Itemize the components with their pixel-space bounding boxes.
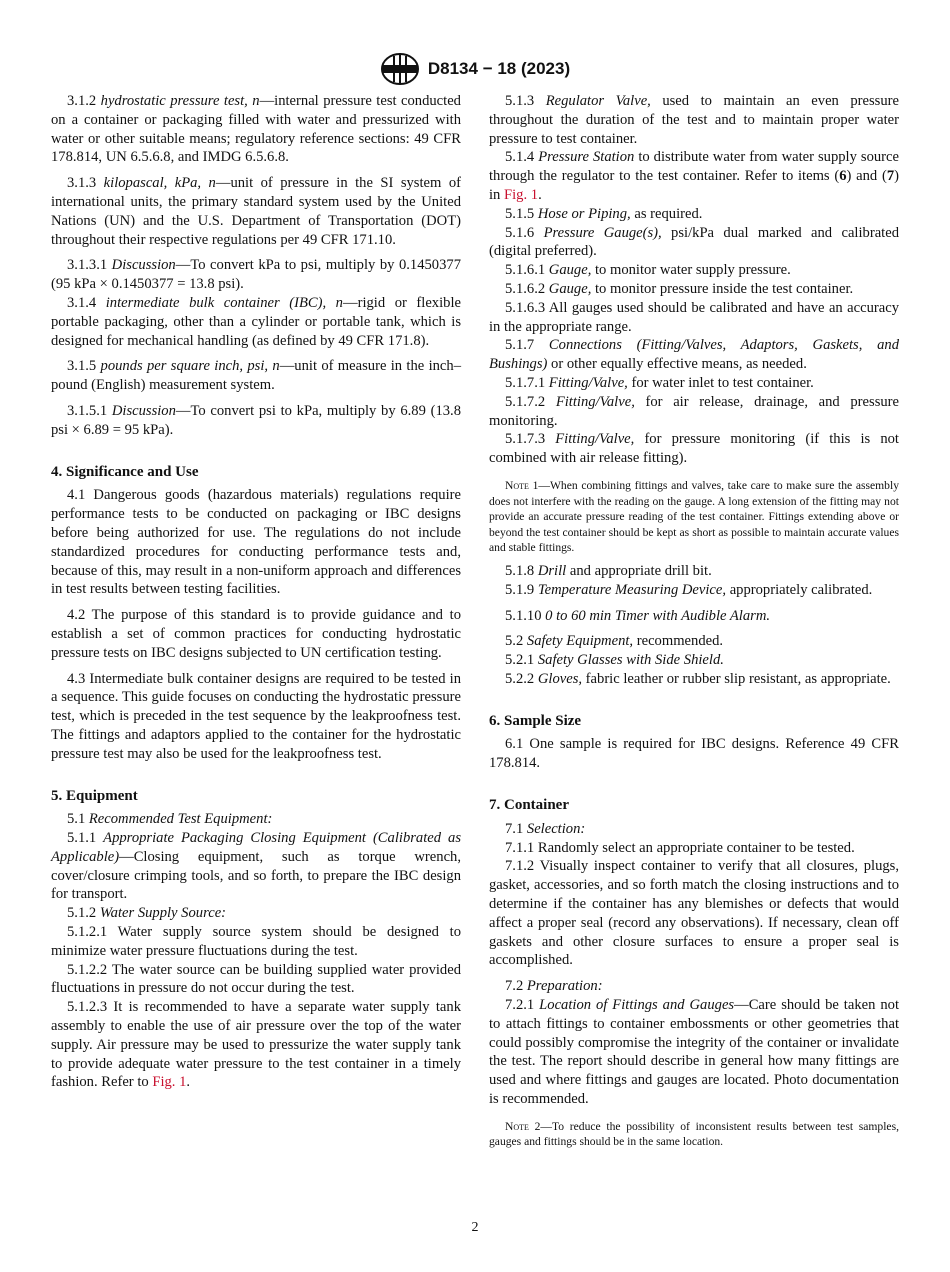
section-4-heading: 4. Significance and Use bbox=[51, 463, 199, 480]
discussion-3-1-5-1: 3.1.5.1 Discussion—To convert psi to kPa, multiply by 6.89 (13.8 psi × 6.89 = 95 kPa). bbox=[51, 402, 461, 438]
para-5-1: 5.1 Recommended Test Equipment: bbox=[67, 811, 273, 828]
para-5-1-1: 5.1.1 Appropriate Packaging Closing Equipment (Calibrated as Applicable)—Closing equipment, such as torque wrench, cover/closure crimping tools, and so forth, to prepare the IBC design for transport. bbox=[51, 830, 461, 903]
para-7-1-2: 7.1.2 Visually inspect container to verify that all closures, plugs, gasket, accessories, and so forth match the closing instructions and to determine if the container has any blemishes or defects that would affect a proper seal (record any observations). If necessary, clean off gaskets and other closure surfaces to ensure a proper seal is accomplished. bbox=[489, 858, 899, 969]
para-5-1-7-3: 5.1.7.3 Fitting/Valve, for pressure monitoring (if this is not combined with air release fitting). bbox=[489, 431, 899, 467]
para-5-1-3: 5.1.3 Regulator Valve, used to maintain an even pressure throughout the duration of the test and to maintain proper water pressure to test container. bbox=[489, 93, 899, 147]
para-5-1-10: 5.1.10 0 to 60 min Timer with Audible Alarm. bbox=[505, 607, 771, 624]
definition-3-1-5: 3.1.5 pounds per square inch, psi, n—unit of measure in the inch–pound (English) measurement system. bbox=[51, 358, 462, 394]
right-column bbox=[489, 92, 899, 1156]
para-7-1: 7.1 Selection: bbox=[505, 820, 586, 837]
para-5-1-2: 5.1.2 Water Supply Source: bbox=[67, 905, 227, 922]
discussion-3-1-3-1: 3.1.3.1 Discussion—To convert kPa to psi, multiply by 0.1450377 (95 kPa × 0.1450377 = 13.8 psi). bbox=[51, 257, 461, 293]
para-7-2-1: 7.2.1 Location of Fittings and Gauges—Care should be taken not to attach fittings to container embossments or other geometries that could possibly compromise the integrity of the container or invalidate the test. The report should describe in general how many fittings are used and where fittings and gauges are located. Photo documentation is recommended. bbox=[489, 997, 900, 1108]
fig-1-link[interactable]: Fig. 1 bbox=[504, 186, 539, 203]
para-5-1-2-2: 5.1.2.2 The water source can be building supplied water provided fluctuations in pressure do not occur during the test. bbox=[51, 961, 461, 997]
para-5-1-6-2: 5.1.6.2 Gauge, to monitor pressure inside the test container. bbox=[505, 280, 854, 297]
definition-3-1-2: 3.1.2 hydrostatic pressure test, n—internal pressure test conducted on a container or packaging filled with water and pressurized with water or other suitable means; regulatory reference sections: 49 CFR 178.814, UN 6.5.6.8, and IMDG 6.5.6.8. bbox=[51, 93, 461, 166]
para-5-1-9: 5.1.9 Temperature Measuring Device, appropriately calibrated. bbox=[505, 581, 873, 598]
fig-1-link[interactable]: Fig. 1 bbox=[152, 1074, 187, 1091]
astm-logo-icon bbox=[380, 52, 420, 86]
left-column bbox=[51, 92, 461, 1092]
standard-designation: D8134 − 18 (2023) bbox=[427, 59, 571, 78]
para-5-1-6-1: 5.1.6.1 Gauge, to monitor water supply pressure. bbox=[505, 262, 791, 279]
section-6-heading: 6. Sample Size bbox=[489, 712, 582, 729]
section-7-heading: 7. Container bbox=[489, 797, 569, 814]
para-5-2: 5.2 Safety Equipment, recommended. bbox=[505, 633, 724, 650]
page-header bbox=[0, 52, 950, 86]
section-5-heading: 5. Equipment bbox=[51, 787, 138, 804]
para-5-1-7-2: 5.1.7.2 Fitting/Valve, for air release, drainage, and pressure monitoring. bbox=[489, 393, 900, 429]
page-number: 2 bbox=[471, 1220, 479, 1235]
para-5-1-8: 5.1.8 Drill and appropriate drill bit. bbox=[505, 562, 712, 579]
para-7-1-1: 7.1.1 Randomly select an appropriate container to be tested. bbox=[505, 839, 855, 856]
para-4-1: 4.1 Dangerous goods (hazardous materials) regulations require performance tests to be conducted on packaging or IBC designs before being authorized for use. The regulations do not include standardized procedures for conducting performance tests and, because of this, may result in a non-uniform approach and differences in test results between testing facilities. bbox=[51, 487, 461, 598]
para-6-1: 6.1 One sample is required for IBC designs. Reference 49 CFR 178.814. bbox=[489, 736, 899, 772]
definition-3-1-3: 3.1.3 kilopascal, kPa, n—unit of pressure in the SI system of international units, the primary standard system used by the United Nations (UN) and the U.S. Department of Transportation (DOT) throughout their respective regulations per 49 CFR 171.10. bbox=[51, 175, 461, 248]
para-5-1-7-1: 5.1.7.1 Fitting/Valve, for water inlet to test container. bbox=[505, 374, 814, 391]
para-5-1-7: 5.1.7 Connections (Fitting/Valves, Adaptors, Gaskets, and Bushings) or other equally effective means, as needed. bbox=[489, 337, 899, 373]
para-7-2: 7.2 Preparation: bbox=[505, 978, 603, 995]
para-5-1-4: 5.1.4 Pressure Station to distribute water from water supply source through the regulator to the test container. Refer to items (6) and (7) in Fig. 1. bbox=[489, 149, 899, 203]
definition-3-1-4: 3.1.4 intermediate bulk container (IBC), n—rigid or flexible portable packaging, other than a cylinder or portable tank, which is designed for mechanical handling (as defined by 49 CFR 171.8). bbox=[51, 294, 461, 349]
note-2: Note 2—To reduce the possibility of inconsistent results between test samples, gauges and fittings should be in the same location. bbox=[489, 1119, 899, 1149]
note-1: Note 1—When combining fittings and valves, take care to make sure the assembly does not interfere with the reading on the gauge. A long extension of the fitting may not provide an accurate pressure reading of the test container. Fittings extending above or beyond the test container should be kept as short as possible to maintain accurate values and stable fittings. bbox=[489, 478, 900, 555]
para-5-1-6-3: 5.1.6.3 All gauges used should be calibrated and have an accuracy in the appropriate range. bbox=[489, 299, 899, 335]
para-5-2-1: 5.2.1 Safety Glasses with Side Shield. bbox=[505, 652, 724, 669]
para-5-1-2-3: 5.1.2.3 It is recommended to have a separate water supply tank assembly to enable the use of air pressure over the top of the water supply. Air pressure may be used to pressurize the water supply tank to provide adequate water pressure to the test container in a timely fashion. Refer to Fig. 1. bbox=[51, 999, 461, 1091]
para-5-1-2-1: 5.1.2.1 Water supply source system should be designed to minimize water pressure fluctuations during the test. bbox=[51, 924, 461, 959]
para-4-3: 4.3 Intermediate bulk container designs are required to be tested in a sequence. This guide focuses on conducting the hydrostatic pressure test, which is preceded in the test sequence by the leakproofness test. The fittings and adaptors applied to the container for the hydrostatic pressure test may also be used for the leakproofness test. bbox=[51, 670, 461, 762]
para-5-1-5: 5.1.5 Hose or Piping, as required. bbox=[505, 205, 703, 222]
para-5-2-2: 5.2.2 Gloves, fabric leather or rubber slip resistant, as appropriate. bbox=[505, 670, 891, 687]
para-4-2: 4.2 The purpose of this standard is to provide guidance and to establish a set of common practices for conducting hydrostatic pressure tests on IBC designs subjected to UN certification testing. bbox=[51, 607, 461, 661]
para-5-1-6: 5.1.6 Pressure Gauge(s), psi/kPa dual marked and calibrated (digital preferred). bbox=[489, 224, 899, 260]
